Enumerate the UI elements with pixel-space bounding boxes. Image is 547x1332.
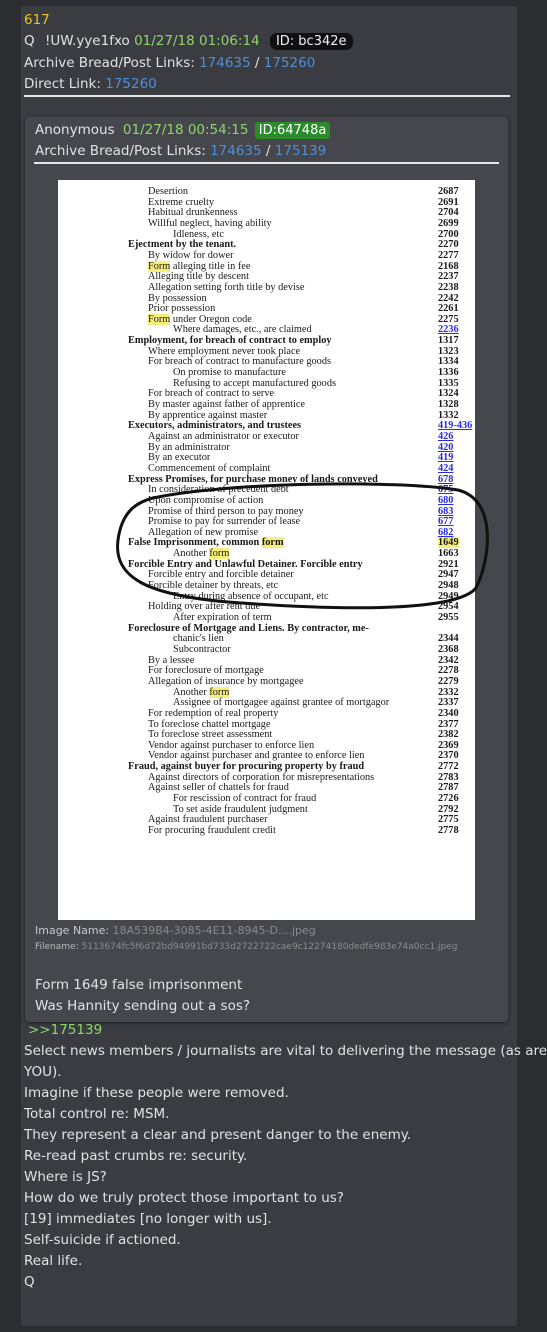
index-page-number: 2275	[438, 313, 459, 325]
index-page-number: 420	[438, 441, 454, 453]
index-page-number: 678	[438, 473, 454, 485]
index-page-number: 2342	[438, 654, 459, 666]
index-entry-text: Ejectment by the tenant.	[128, 239, 237, 251]
index-entry-text: Idleness, etc	[173, 228, 224, 240]
reply-line: How do we truly protect those important to us?	[24, 1190, 344, 1206]
index-entry-text: Another form	[173, 548, 230, 560]
index-page-number: 1334	[438, 356, 459, 368]
index-page-number: 2270	[438, 239, 459, 251]
index-entry-text: Another form	[173, 686, 230, 698]
poster-id-badge: ID: bc342e	[270, 33, 353, 50]
quoted-archive-row	[35, 143, 326, 159]
index-entry-text: Upon compromise of action	[148, 494, 264, 506]
index-page-number: 2236	[438, 324, 459, 336]
direct-link-row	[24, 76, 157, 92]
quoted-name: Anonymous	[35, 122, 115, 138]
index-entry-text: Where damages, etc., are claimed	[173, 324, 312, 336]
index-entry-text: By a lessee	[148, 654, 195, 666]
reply-line: Self-suicide if actioned.	[24, 1232, 181, 1248]
index-page-number: 2772	[438, 761, 459, 773]
index-page-number: 2168	[438, 260, 459, 272]
index-entry-text: Against seller of chattels for fraud	[148, 782, 289, 794]
quoted-archive-label: Archive Bread/Post Links:	[35, 143, 206, 159]
direct-link[interactable]: 175260	[105, 76, 157, 92]
index-page-number: 2921	[438, 558, 459, 570]
index-page-number: 2704	[438, 207, 459, 219]
reply-line: Select news members / journalists are vital to delivering the message (as are	[24, 1043, 547, 1059]
index-entry-text: Against directors of corporation for misrepresentations	[148, 771, 375, 783]
archive-link-1[interactable]: 174635	[199, 55, 251, 71]
index-entry-text: By possession	[148, 292, 207, 304]
post-number[interactable]: 617	[24, 12, 50, 28]
index-page-number: 2792	[438, 803, 459, 815]
image-name[interactable]: 18A539B4-3085-4E11-8945-D....jpeg	[112, 924, 316, 937]
quoted-message	[35, 975, 515, 1017]
quoted-line: Form 1649 false imprisonment	[35, 977, 243, 993]
index-page-number: 2337	[438, 697, 459, 709]
reply-line: Q	[24, 1274, 35, 1290]
tripcode: !UW.yye1fxo	[44, 33, 130, 49]
reply-line: They represent a clear and present danger to the enemy.	[24, 1127, 412, 1143]
archive-link-2[interactable]: 175260	[263, 55, 316, 71]
index-entry-text: Refusing to accept manufactured goods	[173, 377, 336, 389]
post-prefix: Q	[24, 33, 35, 49]
index-entry-text: To set aside fraudulent judgment	[173, 803, 308, 815]
index-page-number: 2948	[438, 580, 459, 592]
index-entry-text: Habitual drunkenness	[148, 207, 238, 219]
index-entry-text: For breach of contract to manufacture goods	[148, 356, 331, 368]
index-page-number: 2778	[438, 825, 459, 836]
index-page-number: 424	[438, 462, 454, 474]
index-entry-text: By widow for dower	[148, 249, 234, 261]
image-name-label: Image Name:	[35, 924, 110, 937]
index-page-number: 683	[438, 505, 454, 517]
reply-line: YOU).	[24, 1064, 62, 1080]
index-page-number: 2700	[438, 228, 459, 240]
index-page-number: 2368	[438, 643, 459, 655]
index-page-number: 2278	[438, 665, 459, 677]
index-entry-text: Allegation setting forth title by devise	[148, 281, 305, 293]
index-entry-text: Vendor against purchaser and grantee to enforce lien	[148, 750, 365, 762]
index-page-number: 2726	[438, 793, 459, 805]
header-divider	[24, 95, 510, 97]
index-entry-text: Prior possession	[148, 303, 216, 315]
index-entry-text: Employment, for breach of contract to employ	[128, 335, 332, 347]
index-entry-text: Promise to pay for surrender of lease	[148, 516, 301, 528]
index-page-number: 682	[438, 526, 454, 538]
index-entry-text: Willful neglect, having ability	[148, 217, 272, 229]
filename-label: Filename:	[35, 942, 79, 952]
index-page-number: 1323	[438, 345, 459, 357]
index-page-number: 1324	[438, 388, 459, 400]
index-page-number: 2382	[438, 729, 459, 741]
index-entry-text: Allegation of new promise	[148, 526, 259, 538]
index-entry-text: Forcible Entry and Unlawful Detainer. Forcible entry	[128, 558, 363, 570]
index-page-number: 2783	[438, 771, 459, 783]
index-page-number: 2947	[438, 569, 459, 581]
index-page-number: 675	[438, 484, 454, 496]
index-entry-text: By apprentice against master	[148, 409, 268, 421]
archive-links-row	[24, 55, 315, 71]
index-page-number: 1335	[438, 377, 459, 389]
quoted-line: Was Hannity sending out a sos?	[35, 998, 251, 1014]
archive-label: Archive Bread/Post Links:	[24, 55, 195, 71]
post-header	[24, 33, 353, 50]
index-page-number: 677	[438, 516, 454, 528]
index-entry-text: chanic's lien	[173, 633, 224, 645]
index-page-number: 1336	[438, 367, 459, 379]
index-page-number: 2699	[438, 217, 459, 229]
index-entry-text: Against an administrator or executor	[148, 430, 299, 442]
index-entry-text: Fraud, against buyer for procuring property by fraud	[128, 761, 365, 773]
index-entry-text: Alleging title by descent	[148, 271, 249, 283]
index-page-number: 2377	[438, 718, 459, 730]
index-entry-text: False Imprisonment, common form	[128, 537, 284, 549]
index-page-number: 1332	[438, 409, 459, 421]
index-page-number: 2237	[438, 271, 459, 283]
index-page-number: 2775	[438, 814, 459, 826]
index-page-number: 1663	[438, 548, 459, 560]
index-entry-text: Form alleging title in fee	[148, 260, 251, 272]
reply-line: Total control re: MSM.	[24, 1106, 170, 1122]
index-page-number: 2261	[438, 303, 459, 315]
index-page-number: 2332	[438, 686, 459, 698]
index-entry-text: Express Promises, for purchase money of lands conveyed	[128, 473, 378, 485]
index-page-number: 2279	[438, 675, 459, 687]
index-page-number: 2369	[438, 739, 459, 751]
quoted-timestamp: 01/27/18 00:54:15	[122, 122, 249, 138]
index-page-number: 419	[438, 452, 454, 464]
index-entry-text: On promise to manufacture	[173, 367, 286, 379]
index-page-number: 2242	[438, 292, 459, 304]
quoted-header	[35, 122, 330, 139]
index-entry-text: To foreclose street assessment	[148, 729, 273, 741]
index-entry-text: By an executor	[148, 452, 211, 464]
index-entry-text: Entry during absence of occupant, etc	[173, 590, 329, 602]
reply-message	[24, 1020, 547, 1293]
index-page-number: 2954	[438, 601, 459, 613]
index-entry-text: Extreme cruelty	[148, 196, 215, 208]
index-entry-text: Forcible entry and forcible detainer	[148, 569, 294, 581]
index-entry-text: After expiration of term	[173, 612, 272, 623]
index-page-number: 2370	[438, 750, 459, 762]
index-entry-text: Holding over after rent due	[148, 601, 261, 613]
index-page-number: 1328	[438, 399, 459, 410]
index-entry-text: For foreclosure of mortgage	[148, 665, 264, 677]
index-page-number: 2949	[438, 590, 459, 602]
index-entry-text: Against fraudulent purchaser	[148, 814, 268, 826]
index-entry-text: For procuring fraudulent credit	[148, 825, 276, 836]
index-entry-text: For breach of contract to serve	[148, 388, 275, 400]
quoted-divider	[34, 162, 499, 164]
index-entry-text: Form under Oregon code	[148, 313, 252, 325]
reply-line: [19] immediates [no longer with us].	[24, 1211, 272, 1227]
image-name-row	[35, 924, 316, 937]
index-page-number: 2238	[438, 281, 459, 293]
index-page-number: 680	[438, 494, 454, 506]
index-entry-text: Where employment never took place	[148, 345, 301, 357]
reply-quote-link[interactable]: >>175139	[28, 1022, 103, 1038]
index-entry-text: Allegation of insurance by mortgagee	[148, 675, 304, 687]
quoted-archive-sep: /	[265, 143, 271, 159]
index-entry-text: For redemption of real property	[148, 707, 279, 719]
index-entry-text: By master against father of apprentice	[148, 399, 305, 410]
index-page-number: 2955	[438, 612, 459, 623]
index-entry-text: Assignee of mortgagee against grantee of mortgagor	[173, 697, 390, 709]
quoted-archive-link-2[interactable]: 175139	[274, 143, 327, 159]
index-entry-text: Commencement of complaint	[148, 462, 271, 474]
index-entry-text: For rescission of contract for fraud	[173, 793, 317, 805]
index-entry-text: Promise of third person to pay money	[148, 505, 304, 517]
index-entry-text: Forcible detainer by threats, etc	[148, 580, 279, 592]
index-entry-text: Desertion	[148, 186, 189, 197]
filename-row	[35, 942, 457, 952]
index-entry-text: In consideration of precedent debt	[148, 484, 289, 496]
reply-line: Re-read past crumbs re: security.	[24, 1148, 248, 1164]
post-timestamp: 01/27/18 01:06:14	[134, 33, 260, 49]
index-entry-text: Foreclosure of Mortgage and Liens. By contractor, me-	[128, 622, 369, 634]
quoted-id-badge: ID:64748a	[255, 122, 331, 139]
index-entry-text: Executors, administrators, and trustees	[128, 420, 302, 432]
archive-sep: /	[254, 55, 260, 71]
reply-line: Imagine if these people were removed.	[24, 1085, 289, 1101]
index-entry-text: Subcontractor	[173, 643, 231, 655]
quoted-archive-link-1[interactable]: 174635	[210, 143, 262, 159]
index-page-number: 2344	[438, 633, 459, 645]
index-page-number: 2691	[438, 196, 459, 208]
reply-line: Where is JS?	[24, 1169, 107, 1185]
filename[interactable]: 5113674fc5f6d72bd94991bd733d2722722cae9c12274180dedfe983e74a0cc1.jpeg	[81, 942, 458, 952]
reply-line: Real life.	[24, 1253, 83, 1269]
direct-label: Direct Link:	[24, 76, 101, 92]
index-page-number: 2277	[438, 249, 459, 261]
index-page-number: 1317	[438, 335, 459, 347]
index-entry-text: By an administrator	[148, 441, 230, 453]
index-entry-text: Vendor against purchaser to enforce lien	[148, 739, 315, 751]
hand-drawn-circle	[58, 180, 475, 920]
index-page-number: 1649	[438, 537, 459, 549]
index-page-number: 2687	[438, 186, 459, 197]
index-page-number: 419-436	[438, 420, 473, 432]
scanned-index-image[interactable]	[58, 180, 475, 920]
index-entry-text: To foreclose chattel mortgage	[148, 718, 271, 730]
index-page-number: 426	[438, 430, 454, 442]
index-page-number: 2340	[438, 707, 459, 719]
index-page-number: 2787	[438, 782, 459, 794]
